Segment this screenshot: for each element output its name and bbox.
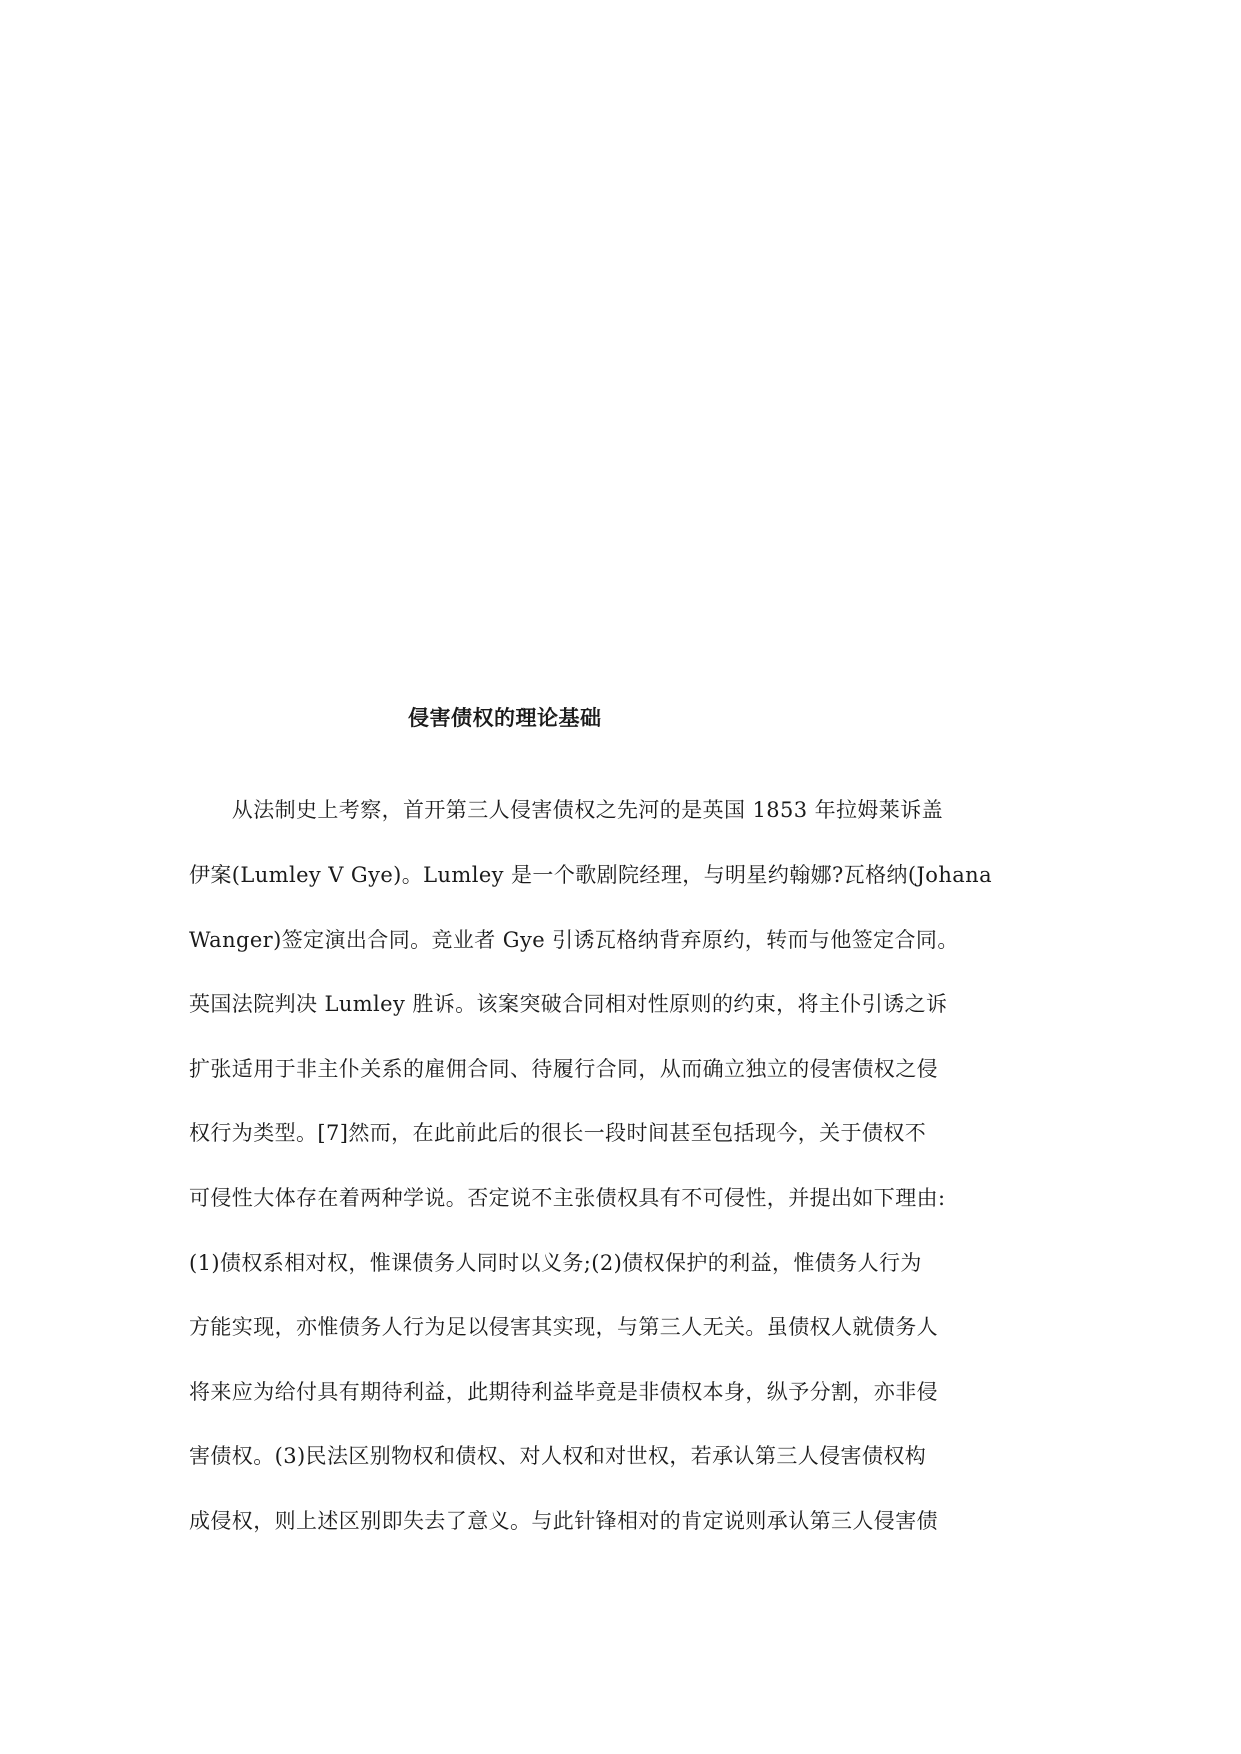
body-text-line-4: 英国法院判决 Lumley 胜诉。该案突破合同相对性原则的约束，将主仆引诱之诉 <box>189 992 948 1016</box>
body-text-line-2: 伊案(Lumley V Gye)。Lumley 是一个歌剧院经理，与明星约翰娜?瓦格纳(Johana <box>189 863 993 887</box>
body-text-line-9: 方能实现，亦惟债务人行为足以侵害其实现，与第三人无关。虽债权人就债务人 <box>189 1315 938 1339</box>
body-text-line-8: (1)债权系相对权，惟课债务人同时以义务;(2)债权保护的利益，惟债务人行为 <box>189 1251 922 1275</box>
document-title: 侵害债权的理论基础 <box>408 706 602 730</box>
body-text-line-7: 可侵性大体存在着两种学说。否定说不主张债权具有不可侵性，并提出如下理由: <box>189 1186 946 1210</box>
body-text-line-5: 扩张适用于非主仆关系的雇佣合同、待履行合同，从而确立独立的侵害债权之侵 <box>189 1057 938 1081</box>
body-text-line-12: 成侵权，则上述区别即失去了意义。与此针锋相对的肯定说则承认第三人侵害债 <box>189 1509 938 1533</box>
body-text-line-1: 从法制史上考察，首开第三人侵害债权之先河的是英国 1853 年拉姆莱诉盖 <box>189 798 943 822</box>
body-text-line-11: 害债权。(3)民法区别物权和债权、对人权和对世权，若承认第三人侵害债权构 <box>189 1444 927 1468</box>
body-text-line-3: Wanger)签定演出合同。竞业者 Gye 引诱瓦格纳背弃原约，转而与他签定合同。 <box>189 928 959 952</box>
body-text-line-10: 将来应为给付具有期待利益，此期待利益毕竟是非债权本身，纵予分割，亦非侵 <box>189 1380 938 1404</box>
body-text-line-6: 权行为类型。[7]然而，在此前此后的很长一段时间甚至包括现今，关于债权不 <box>189 1121 927 1145</box>
